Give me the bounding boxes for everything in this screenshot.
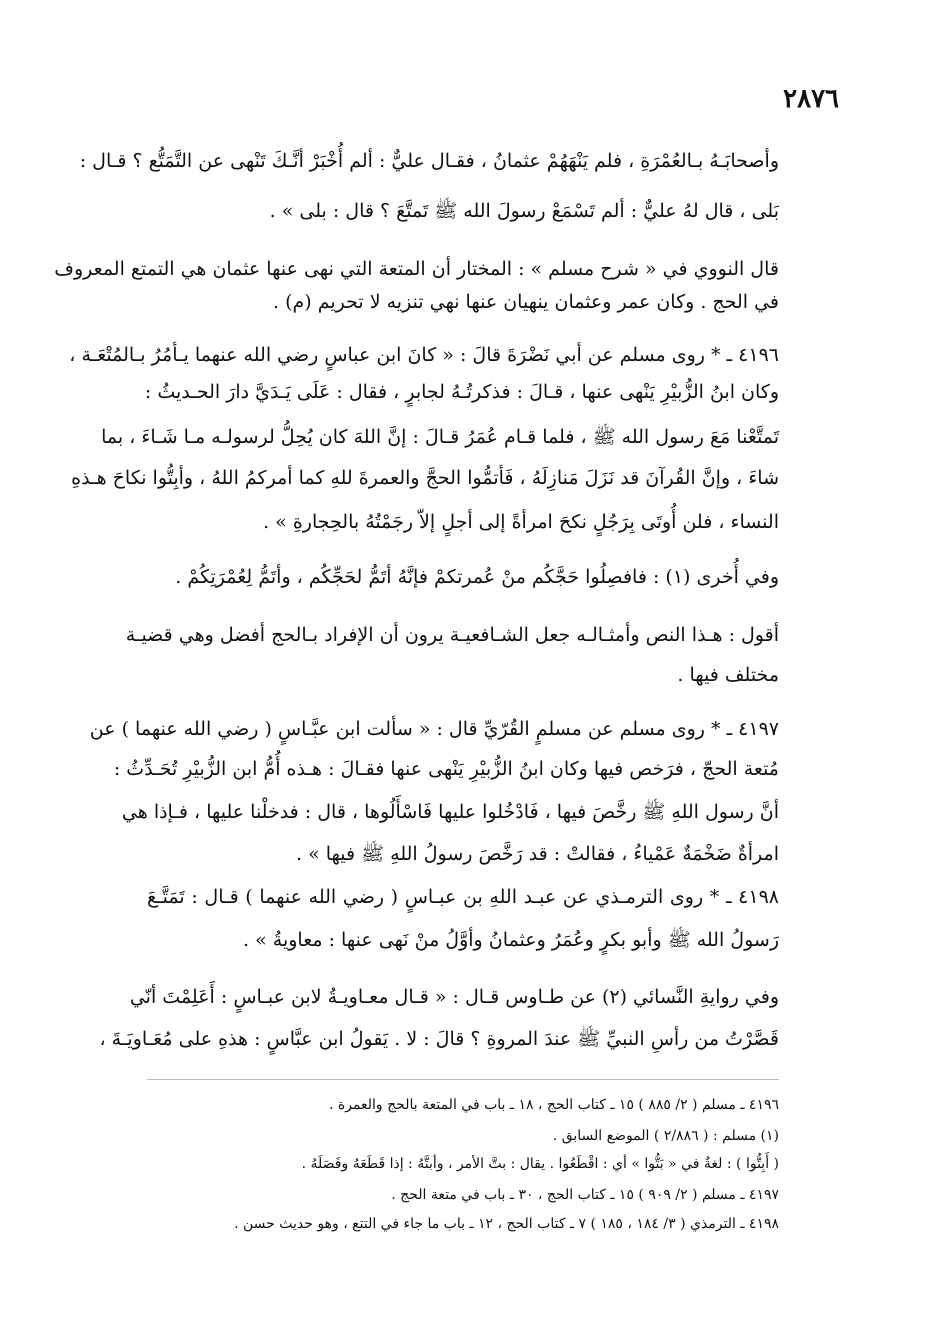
author-comment-line: أقول : هـذا النص وأمثـالـه جعل الشـافعيـة يرون أن الإفراد بـالحج أفضل وهي قضيـة — [125, 624, 779, 646]
hadith-4198-line: ٤١٩٨ ـ * روى الترمـذي عن عبـد اللهِ بن عبـاسٍ ( رضي الله عنهما ) قـال : تَمَتَّـعَ — [147, 886, 779, 908]
hadith-4196-line: وكان ابنُ الزُّبيْرِ يَنْهى عنها ، قـالَ : فذكرتُـهُ لجابرٍ ، فقال : عَلَى يَـدَيَّ دارَ الحـديثُ : — [144, 381, 779, 403]
hadith-4197-line: أنَّ رسول اللهِ ﷺ رخَّصَ فيها ، فَادْخُلوا عليها فَاسْأَلُوها ، قال : فدخلْنا عليها ، فـإذا هي — [121, 801, 779, 823]
hadith-4197-line: امرأةٌ ضَخْمَةٌ عَمْياءُ ، فقالتْ : قد رَخَّصَ رسولُ اللهِ ﷺ فيها » . — [296, 843, 779, 865]
author-comment-line: مختلف فيها . — [677, 664, 779, 686]
nawawi-commentary-line: في الحج . وكان عمر وعثمان ينهيان عنها نهي تنزيه لا تحريم (م) . — [273, 291, 779, 313]
footnote-line: ٤١٩٦ ـ مسلم ( ٢/ ٨٨٥ ) ١٥ ـ كتاب الحج ، ١٨ ـ باب في المتعة بالحج والعمرة . — [328, 1097, 779, 1113]
hadith-4196-line: ٤١٩٦ ـ * روى مسلم عن أبي نَضْرَةَ قالَ : « كانَ ابن عباسٍ رضي الله عنهما يـأمُرُ بـالمُتْعَـة ، — [69, 344, 779, 366]
hadith-4198-line: رَسولُ الله ﷺ وأبو بكرٍ وعُمَرُ وعثمانُ وأوَّلُ منْ نَهى عنها : معاويةُ » . — [243, 929, 779, 951]
nawawi-commentary-line: قال النووي في « شرح مسلم » : المختار أن المتعة التي نهى عنها عثمان هي التمتع المعروف — [54, 258, 779, 280]
hadith-4196-line: شاءَ ، وإنَّ القُرآنَ قد نَزَلَ مَنازِلَهُ ، فَأتمُّوا الحجَّ والعمرةَ للهِ كما أمركمُ اللهُ ، وأبِتُّوا نكاحَ هـذهِ — [71, 467, 779, 489]
nasai-narration-line: وفي روايةِ النَّسائي (٢) عن طـاوس قـال : « قـال معـاويـةُ لابن عبـاسٍ : أَعَلِمْتَ أنّي — [129, 986, 779, 1008]
other-narration-line: وفي أُخرى (١) : فافصِلُوا حَجَّكُم منْ عُمرتكمْ فإنَّهُ أتَمُّ لحَجِّكُم ، وأتَمُّ لِعُمْرَتِكُمْ . — [175, 566, 779, 588]
footnote-divider — [147, 1079, 779, 1080]
text-line: وأصحابَـهُ بـالعُمْرَةِ ، فلم يَنْهَهُمْ عثمانُ ، فقـال عليٌّ : ألم أُخْبَرْ أنَّـكَ تَنْهى عن التَّمَتُّع ؟ قـال : — [79, 150, 779, 172]
hadith-4197-line: ٤١٩٧ ـ * روى مسلم عن مسلمٍ القُرّيِّ قال : « سألت ابن عبَّـاسٍ ( رضي الله عنهما ) عن — [89, 718, 779, 740]
footnote-line: ٤١٩٧ ـ مسلم ( ٢/ ٩٠٩ ) ١٥ ـ كتاب الحج ، ٣٠ ـ باب في متعة الحج . — [391, 1187, 779, 1203]
footnote-line: ( أَبِتُّوا ) : لغةٌ في « بَتُّوا » أي : اقْطَعُوا . يقال : بتَّ الأمر ، وأبتَّهُ : إذا قَطَعَهُ وفَصَلَهُ . — [301, 1156, 779, 1172]
hadith-4197-line: مُتعة الحجّ ، فرَخص فيها وكان ابنُ الزُّبيْرِ يَنْهى عنها فقـالَ : هـذه أُمُّ ابن الزُّبيْرِ تُحَـدِّثُ : — [113, 758, 779, 780]
text-line: بَلى ، قال لهُ عليٌّ : ألم تَسْمَعْ رسولَ الله ﷺ تَمتَّعَ ؟ قال : بلى » . — [269, 200, 779, 222]
hadith-4196-line: النساء ، فلن أُوتَى بِرَجُلٍ نكحَ امرأةً إلى أجلٍ إلاّ رجَمْتُهُ بالحِجارةِ » . — [263, 511, 779, 533]
page-number: ٢٨٧٦ — [783, 84, 839, 114]
hadith-4196-line: تَمتَّعْنا مَعَ رسول الله ﷺ ، فلما قـام عُمَرُ قـالَ : إنَّ اللهَ كان يُحِلُّ لرسولـه مـا شَـاءَ ، بما — [101, 426, 779, 448]
footnote-line: ٤١٩٨ ـ الترمذي ( ٣/ ١٨٤ ، ١٨٥ ) ٧ ـ كتاب الحج ، ١٢ ـ باب ما جاء في التتع ، وهو حديث حسن . — [234, 1216, 779, 1232]
nasai-narration-line: قَصَّرْتُ من رأسِ النبيِّ ﷺ عندَ المروةِ ؟ قالَ : لا . يَقولُ ابن عبَّاسٍ : هذهِ على مُعَـاويَـةَ ، — [99, 1028, 779, 1050]
footnote-line: (١) مسلم : ( ٢/٨٨٦ ) الموضع السابق . — [552, 1128, 779, 1144]
